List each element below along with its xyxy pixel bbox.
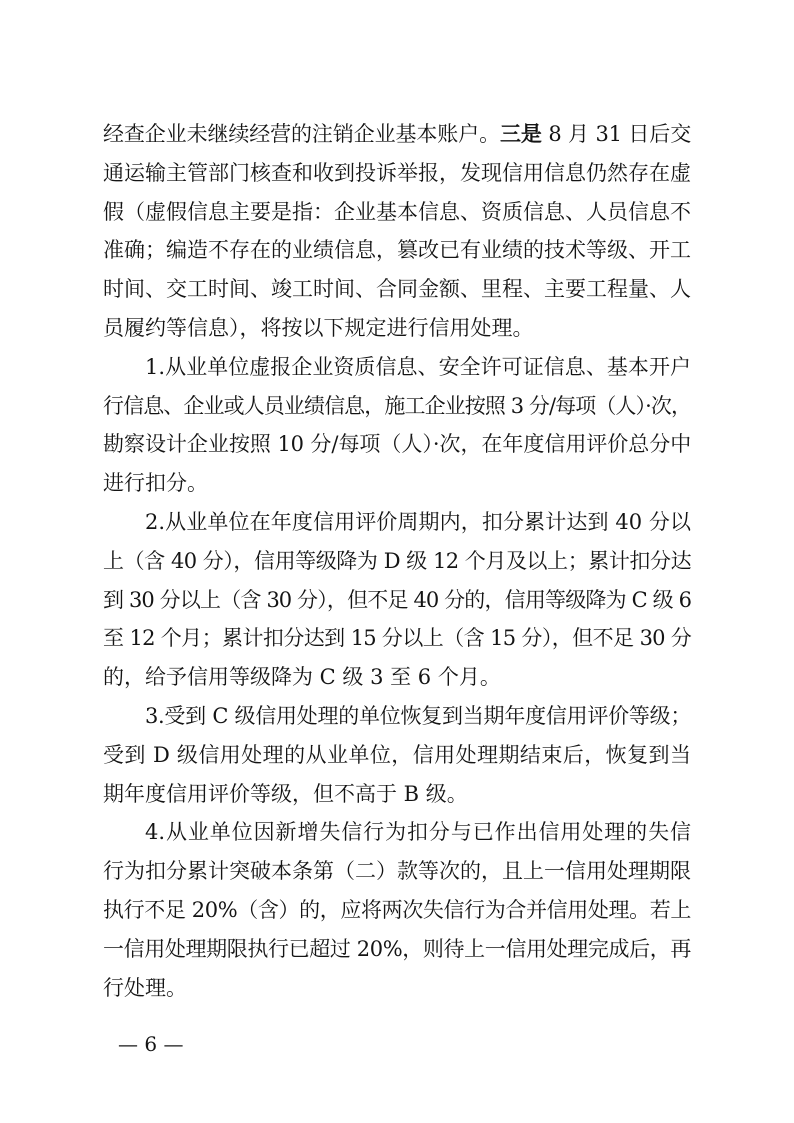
paragraph-line: 受到 D 级信用处理的从业单位，信用处理期结束后，恢复到当 xyxy=(103,742,691,767)
paragraph-line: 3.受到 C 级信用处理的单位恢复到当期年度信用评价等级； xyxy=(145,703,691,728)
paragraph-line: 准确；编造不存在的业绩信息，篡改已有业绩的技术等级、开工 xyxy=(103,238,691,263)
rule-item-2 xyxy=(103,503,691,697)
intro-paragraph xyxy=(103,115,691,348)
paragraph-line: 1.从业单位虚报企业资质信息、安全许可证信息、基本开户 xyxy=(145,354,691,379)
paragraph-line: 4.从业单位因新增失信行为扣分与已作出信用处理的失信 xyxy=(145,820,691,845)
rule-item-1 xyxy=(103,348,691,503)
paragraph-line: 到 30 分以上（含 30 分），但不足 40 分的，信用等级降为 C 级 6 xyxy=(103,587,691,612)
paragraph-line: 进行扣分。 xyxy=(103,471,208,496)
paragraph-line: 至 12 个月；累计扣分达到 15 分以上（含 15 分），但不足 30 分 xyxy=(103,626,691,651)
paragraph-line: 勘察设计企业按照 10 分/每项（人）·次，在年度信用评价总分中 xyxy=(103,432,691,457)
paragraph-line: 的，给予信用等级降为 C 级 3 至 6 个月。 xyxy=(103,665,501,690)
paragraph-line: 一信用处理期限执行已超过 20%，则待上一信用处理完成后，再 xyxy=(103,936,691,961)
paragraph-line: 员履约等信息），将按以下规定进行信用处理。 xyxy=(103,315,534,340)
paragraph-line: 执行不足 20%（含）的，应将两次失信行为合并信用处理。若上 xyxy=(103,897,691,922)
paragraph-line: 行处理。 xyxy=(103,975,187,1000)
line-text: 经查企业未继续经营的注销企业基本账户。 xyxy=(103,122,500,146)
emphasis-text: 三是 xyxy=(499,121,542,146)
paragraph-line: 行为扣分累计突破本条第（二）款等次的，且上一信用处理期限 xyxy=(103,859,691,884)
paragraph-line: 行信息、企业或人员业绩信息，施工企业按照 3 分/每项（人）·次， xyxy=(103,393,691,418)
paragraph-line: 通运输主管部门核查和收到投诉举报，发现信用信息仍然存在虚 xyxy=(103,160,691,185)
paragraph-line xyxy=(103,115,691,154)
page-number: — 6 — xyxy=(118,1032,184,1056)
paragraph-line: 时间、交工时间、竣工时间、合同金额、里程、主要工程量、人 xyxy=(103,277,691,302)
document-body xyxy=(103,115,691,1007)
paragraph-line: 2.从业单位在年度信用评价周期内，扣分累计达到 40 分以 xyxy=(145,509,691,534)
rule-item-3 xyxy=(103,697,691,813)
line-text: 8 月 31 日后交 xyxy=(541,122,691,146)
paragraph-line: 期年度信用评价等级，但不高于 B 级。 xyxy=(103,781,468,806)
paragraph-line: 上（含 40 分），信用等级降为 D 级 12 个月及以上；累计扣分达 xyxy=(103,548,691,573)
rule-item-4 xyxy=(103,813,691,1007)
paragraph-line: 假（虚假信息主要是指：企业基本信息、资质信息、人员信息不 xyxy=(103,199,691,224)
